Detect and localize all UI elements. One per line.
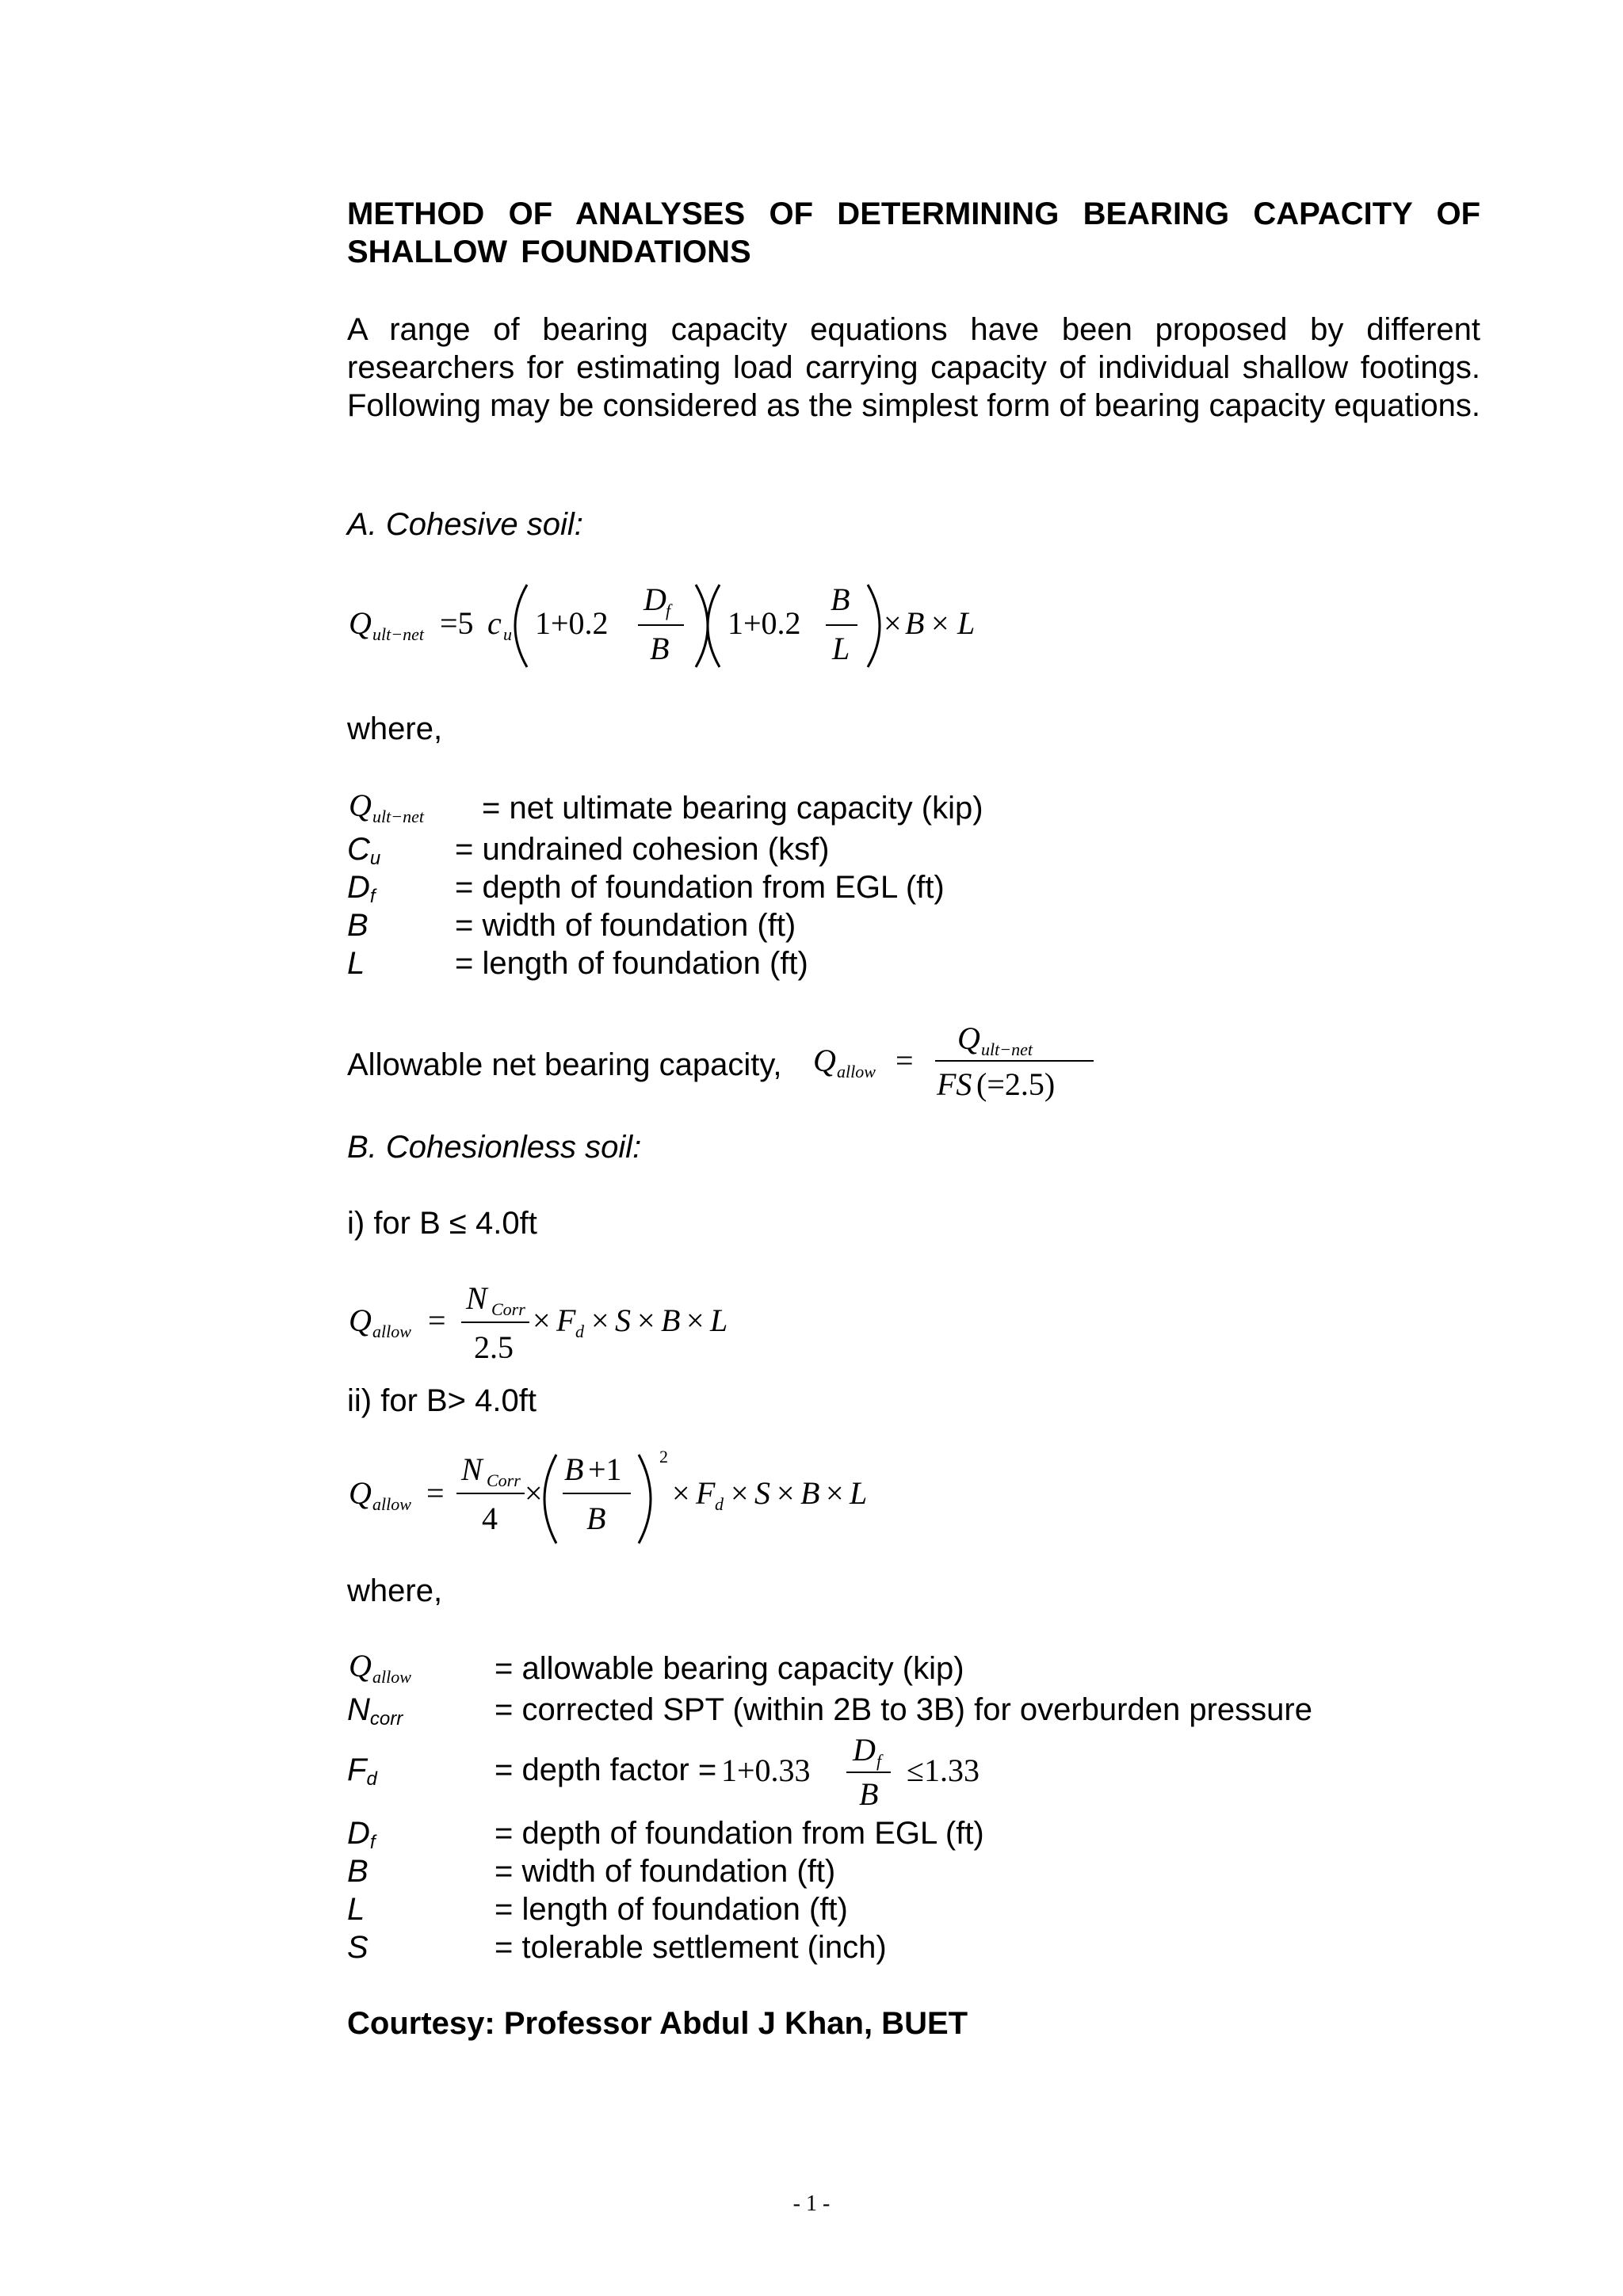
svg-text:D: D [853,1732,876,1768]
def-a-b-text: = width of foundation (ft) [455,908,796,943]
l-symbol-b: L [347,1892,365,1927]
svg-text:Q: Q [349,1648,372,1684]
svg-text:S: S [615,1302,631,1338]
q-allow-symbol [346,1648,472,1688]
document-title: METHOD OF ANALYSES OF DETERMINING BEARING CAPACITY OF SHALLOW FOUNDATIONS [347,196,1480,269]
svg-text:allow: allow [372,1494,411,1514]
svg-text:1+0.2: 1+0.2 [535,605,609,641]
svg-text:L: L [832,631,850,666]
def-b-ncorr-text: = corrected SPT (within 2B to 3B) for overburden pressure [495,1692,1312,1727]
def-b-df-text: = depth of foundation from EGL (ft) [495,1816,984,1851]
case-ii-label: ii) for B> 4.0ft [347,1383,537,1418]
svg-text:1+0.2: 1+0.2 [727,605,801,641]
equation-case-ii-svg [341,1440,943,1551]
svg-text:B: B [800,1475,820,1511]
page-number: - 1 - [792,2191,831,2216]
svg-text:×: × [686,1302,705,1338]
svg-text:B: B [586,1501,606,1536]
svg-text:L: L [850,1475,868,1511]
svg-text:1+0.33: 1+0.33 [721,1753,811,1788]
l-symbol: L [347,946,365,981]
svg-text:×: × [672,1475,690,1511]
svg-text:×: × [637,1302,655,1338]
svg-text:c: c [487,605,502,641]
svg-text:Q: Q [349,1302,372,1338]
svg-text:f: f [666,601,671,620]
svg-text:N: N [466,1280,487,1316]
svg-text:N: N [461,1451,483,1487]
svg-text:Corr: Corr [487,1470,521,1490]
svg-text:=5: =5 [440,605,474,641]
def-a-cu-text: = undrained cohesion (ksf) [455,832,830,867]
svg-text:2.5: 2.5 [474,1329,514,1365]
svg-text:4: 4 [482,1501,498,1536]
allowable-label: Allowable net bearing capacity, [347,1047,782,1082]
section-a-heading: A. Cohesive soil: [347,507,583,542]
def-b-s-text: = tolerable settlement (inch) [495,1930,887,1965]
svg-text:allow: allow [837,1062,876,1081]
svg-text:allow: allow [372,1322,411,1341]
svg-text:F: F [696,1475,716,1511]
svg-text:Q: Q [957,1020,980,1056]
courtesy-line: Courtesy: Professor Abdul J Khan, BUET [347,2006,968,2041]
svg-text:B: B [859,1776,879,1812]
df-symbol: $D_f$ [347,870,376,907]
intro-paragraph: A range of bearing capacity equations have been proposed by different researchers for estimating load carrying capacity of individual shallow footings. Following may be considered as the simplest form of bearing capacity equations. [347,312,1480,423]
svg-text:FS: FS [937,1066,972,1102]
svg-text:×: × [931,605,949,641]
svg-text:ult−net: ult−net [372,624,424,644]
allowable-equation-svg [808,1014,1109,1109]
section-b-heading: B. Cohesionless soil: [347,1130,642,1165]
svg-text:×: × [533,1302,551,1338]
svg-text:L: L [957,605,976,641]
ncorr-symbol: $N_{corr}$ [347,1692,403,1730]
svg-text:L: L [710,1302,728,1338]
svg-text:B: B [650,631,670,666]
df-symbol-b: $D_f$ [347,1816,376,1853]
svg-text:Q: Q [349,788,372,823]
svg-text:ult−net: ult−net [981,1039,1033,1059]
svg-text:+1: +1 [588,1451,622,1487]
def-b-qallow-text: = allowable bearing capacity (kip) [495,1651,964,1686]
depth-factor-equation-svg [720,1727,989,1814]
b-symbol: B [347,908,369,943]
svg-text:allow: allow [372,1667,411,1687]
svg-text:B: B [661,1302,681,1338]
svg-text:ult−net: ult−net [372,807,424,826]
svg-text:D: D [643,582,666,617]
def-b-l-text: = length of foundation (ft) [495,1892,848,1927]
svg-text:≤1.33: ≤1.33 [907,1753,980,1788]
svg-text:2: 2 [659,1447,668,1466]
svg-text:Q: Q [349,1475,372,1511]
section-b-where: where, [347,1573,443,1608]
equation-cohesive-svg [341,570,1054,681]
svg-text:f: f [876,1751,882,1771]
def-b-fd-text: = depth factor = [495,1753,717,1787]
svg-text:=: = [426,1475,445,1511]
svg-text:u: u [503,624,512,644]
svg-text:d: d [575,1322,584,1341]
fd-symbol: $F_d$ [347,1753,377,1790]
section-a-where: where, [347,711,443,746]
def-a-df-text: = depth of foundation from EGL (ft) [455,870,945,905]
svg-text:×: × [777,1475,795,1511]
svg-text:×: × [826,1475,844,1511]
case-i-label: i) for B ≤ 4.0ft [347,1206,537,1241]
svg-text:Q: Q [813,1043,836,1078]
svg-text:F: F [556,1302,576,1338]
svg-text:×: × [731,1475,749,1511]
svg-text:Corr: Corr [491,1299,525,1319]
def-b-b-text: = width of foundation (ft) [495,1854,836,1889]
cu-symbol: $C_u$ [347,832,381,869]
svg-text:=: = [896,1043,914,1078]
svg-text:×: × [884,605,902,641]
svg-text:B: B [905,605,925,641]
svg-text:Q: Q [349,605,372,641]
s-symbol: S [347,1930,369,1965]
b-symbol-b: B [347,1854,369,1889]
equation-case-i-svg [341,1276,816,1371]
svg-text:×: × [591,1302,609,1338]
svg-text:d: d [715,1494,724,1514]
svg-text:(=2.5): (=2.5) [976,1066,1056,1102]
svg-text:B: B [564,1451,584,1487]
svg-text:B: B [831,582,850,617]
svg-text:=: = [428,1302,446,1338]
svg-text:×: × [525,1475,543,1511]
def-a-qultnet-text: = net ultimate bearing capacity (kip) [482,791,983,826]
q-ult-net-symbol [346,788,488,827]
def-a-l-text: = length of foundation (ft) [455,946,808,981]
svg-text:S: S [754,1475,770,1511]
